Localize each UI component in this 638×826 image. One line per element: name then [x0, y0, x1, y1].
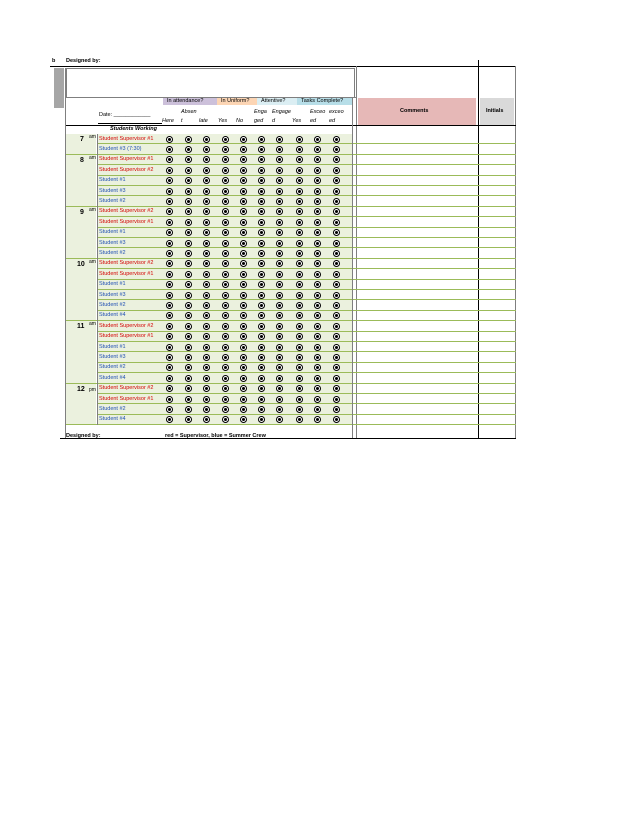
- header-bottom-rule: [66, 125, 516, 126]
- student-name: Student Supervisor #1: [99, 218, 154, 225]
- attendance-radio[interactable]: [276, 146, 283, 153]
- sub-header-line2: t: [181, 118, 183, 124]
- attendance-radio[interactable]: [222, 167, 229, 174]
- attendance-radio[interactable]: [203, 354, 210, 361]
- attendance-radio[interactable]: [185, 344, 192, 351]
- attendance-radio[interactable]: [276, 344, 283, 351]
- attendance-radio[interactable]: [258, 406, 265, 413]
- student-name: Student Supervisor #2: [99, 166, 154, 173]
- student-name: Student Supervisor #1: [99, 135, 154, 142]
- student-name: Student #3: [99, 187, 126, 194]
- student-name: Student #2: [99, 197, 126, 204]
- attendance-radio[interactable]: [185, 188, 192, 195]
- attendance-radio[interactable]: [222, 198, 229, 205]
- attendance-radio[interactable]: [185, 271, 192, 278]
- attendance-radio[interactable]: [333, 219, 340, 226]
- attendance-radio[interactable]: [240, 250, 247, 257]
- attendance-radio[interactable]: [203, 219, 210, 226]
- student-name: Student #1: [99, 177, 126, 184]
- attendance-radio[interactable]: [185, 323, 192, 330]
- attendance-radio[interactable]: [276, 188, 283, 195]
- attendance-radio[interactable]: [240, 198, 247, 205]
- sub-header-line2: ed: [329, 118, 336, 124]
- student-name: Student Supervisor #1: [99, 270, 154, 277]
- attendance-radio[interactable]: [258, 219, 265, 226]
- attendance-radio[interactable]: [314, 323, 321, 330]
- sub-header-line2: Here: [162, 118, 174, 124]
- group-header-label: Tasks Complete?: [301, 98, 344, 104]
- attendance-radio[interactable]: [166, 396, 173, 403]
- student-name: Student Supervisor #2: [99, 322, 154, 329]
- attendance-radio[interactable]: [185, 136, 192, 143]
- gray-banner: [54, 68, 64, 108]
- attendance-radio[interactable]: [276, 375, 283, 382]
- attendance-radio[interactable]: [203, 396, 210, 403]
- student-name: Student #4: [99, 416, 126, 423]
- attendance-radio[interactable]: [296, 198, 303, 205]
- attendance-radio[interactable]: [276, 396, 283, 403]
- corner-label: b: [52, 58, 56, 64]
- attendance-radio[interactable]: [166, 292, 173, 299]
- attendance-radio[interactable]: [166, 375, 173, 382]
- attendance-radio[interactable]: [166, 323, 173, 330]
- attendance-radio[interactable]: [333, 323, 340, 330]
- attendance-radio[interactable]: [166, 198, 173, 205]
- attendance-radio[interactable]: [258, 302, 265, 309]
- attendance-radio[interactable]: [222, 406, 229, 413]
- attendance-radio[interactable]: [296, 250, 303, 257]
- attendance-radio[interactable]: [185, 375, 192, 382]
- student-name: Student #1: [99, 343, 126, 350]
- attendance-radio[interactable]: [185, 167, 192, 174]
- attendance-radio[interactable]: [314, 136, 321, 143]
- attendance-radio[interactable]: [222, 240, 229, 247]
- attendance-radio[interactable]: [240, 375, 247, 382]
- designed-by-header: Designed by:: [66, 58, 101, 64]
- attendance-radio[interactable]: [333, 292, 340, 299]
- attendance-radio[interactable]: [258, 250, 265, 257]
- attendance-radio[interactable]: [240, 219, 247, 226]
- student-name: Student Supervisor #2: [99, 385, 154, 392]
- attendance-radio[interactable]: [314, 188, 321, 195]
- attendance-radio[interactable]: [333, 146, 340, 153]
- top-rule: [50, 66, 516, 67]
- bottom-rule: [60, 438, 516, 439]
- attendance-radio[interactable]: [222, 302, 229, 309]
- attendance-radio[interactable]: [333, 167, 340, 174]
- ampm-label: pm: [89, 386, 96, 393]
- attendance-radio[interactable]: [203, 271, 210, 278]
- attendance-radio[interactable]: [333, 396, 340, 403]
- group-header-label: Attentive?: [261, 98, 286, 104]
- hour-label: 8: [80, 156, 84, 164]
- attendance-radio[interactable]: [240, 302, 247, 309]
- attendance-radio[interactable]: [258, 375, 265, 382]
- attendance-radio[interactable]: [333, 354, 340, 361]
- attendance-radio[interactable]: [296, 375, 303, 382]
- attendance-radio[interactable]: [166, 219, 173, 226]
- attendance-radio[interactable]: [240, 271, 247, 278]
- attendance-radio[interactable]: [222, 146, 229, 153]
- attendance-radio[interactable]: [240, 323, 247, 330]
- attendance-radio[interactable]: [276, 198, 283, 205]
- student-name: Student Supervisor #1: [99, 156, 154, 163]
- attendance-radio[interactable]: [185, 354, 192, 361]
- hour-rule: [66, 424, 97, 425]
- attendance-radio[interactable]: [166, 344, 173, 351]
- attendance-radio[interactable]: [222, 375, 229, 382]
- attendance-radio[interactable]: [203, 292, 210, 299]
- attendance-radio[interactable]: [296, 136, 303, 143]
- attendance-radio[interactable]: [314, 167, 321, 174]
- sub-header-line2: ed: [310, 118, 317, 124]
- attendance-radio[interactable]: [166, 167, 173, 174]
- attendance-radio[interactable]: [296, 219, 303, 226]
- attendance-radio[interactable]: [333, 198, 340, 205]
- attendance-radio[interactable]: [276, 354, 283, 361]
- attendance-radio[interactable]: [166, 188, 173, 195]
- hour-label: 12: [77, 385, 85, 393]
- attendance-radio[interactable]: [258, 344, 265, 351]
- attendance-radio[interactable]: [203, 323, 210, 330]
- attendance-radio[interactable]: [222, 219, 229, 226]
- attendance-radio[interactable]: [314, 146, 321, 153]
- student-name: Student #2: [99, 364, 126, 371]
- attendance-radio[interactable]: [258, 323, 265, 330]
- attendance-radio[interactable]: [185, 396, 192, 403]
- attendance-radio[interactable]: [314, 198, 321, 205]
- attendance-radio[interactable]: [185, 240, 192, 247]
- attendance-radio[interactable]: [166, 302, 173, 309]
- attendance-radio[interactable]: [222, 250, 229, 257]
- attendance-radio[interactable]: [166, 250, 173, 257]
- sub-header-line1: Absen: [181, 109, 197, 115]
- student-name: Student Supervisor #1: [99, 395, 154, 402]
- attendance-radio[interactable]: [185, 406, 192, 413]
- attendance-radio[interactable]: [276, 136, 283, 143]
- attendance-radio[interactable]: [185, 250, 192, 257]
- hour-label: 9: [80, 208, 84, 216]
- hour-cell: [66, 321, 96, 382]
- student-name: Student Supervisor #1: [99, 333, 154, 340]
- student-name: Student #3: [99, 291, 126, 298]
- attendance-radio[interactable]: [333, 302, 340, 309]
- attendance-radio[interactable]: [296, 271, 303, 278]
- attendance-radio[interactable]: [185, 219, 192, 226]
- attendance-radio[interactable]: [296, 167, 303, 174]
- attendance-radio[interactable]: [203, 375, 210, 382]
- attendance-radio[interactable]: [314, 344, 321, 351]
- attendance-radio[interactable]: [203, 167, 210, 174]
- attendance-radio[interactable]: [166, 271, 173, 278]
- attendance-radio[interactable]: [258, 240, 265, 247]
- attendance-radio[interactable]: [314, 219, 321, 226]
- student-name: Student Supervisor #2: [99, 260, 154, 267]
- attendance-radio[interactable]: [203, 344, 210, 351]
- sub-header-line2: Yes: [218, 118, 228, 124]
- attendance-radio[interactable]: [258, 271, 265, 278]
- attendance-radio[interactable]: [296, 146, 303, 153]
- row-rule: [97, 424, 516, 425]
- attendance-radio[interactable]: [276, 167, 283, 174]
- attendance-radio[interactable]: [276, 323, 283, 330]
- attendance-radio[interactable]: [276, 292, 283, 299]
- attendance-radio[interactable]: [333, 250, 340, 257]
- title-block: [66, 68, 355, 98]
- attendance-radio[interactable]: [166, 146, 173, 153]
- attendance-radio[interactable]: [240, 406, 247, 413]
- attendance-radio[interactable]: [240, 344, 247, 351]
- attendance-radio[interactable]: [276, 302, 283, 309]
- attendance-radio[interactable]: [314, 375, 321, 382]
- attendance-radio[interactable]: [276, 271, 283, 278]
- attendance-radio[interactable]: [296, 354, 303, 361]
- attendance-radio[interactable]: [258, 146, 265, 153]
- attendance-radio[interactable]: [222, 396, 229, 403]
- left-border: [65, 68, 66, 438]
- student-name: Student #3: [99, 353, 126, 360]
- attendance-radio[interactable]: [296, 406, 303, 413]
- legend-text: red = Supervisor, blue = Summer Crew: [165, 433, 266, 439]
- attendance-radio[interactable]: [240, 188, 247, 195]
- attendance-radio[interactable]: [296, 344, 303, 351]
- student-name: Student #2: [99, 301, 126, 308]
- attendance-radio[interactable]: [240, 396, 247, 403]
- student-name: Student #4: [99, 374, 126, 381]
- attendance-radio[interactable]: [240, 292, 247, 299]
- attendance-radio[interactable]: [166, 354, 173, 361]
- attendance-radio[interactable]: [296, 292, 303, 299]
- hour-label: 10: [77, 260, 85, 268]
- attendance-radio[interactable]: [185, 302, 192, 309]
- sub-header-line2: late: [199, 118, 208, 124]
- attendance-radio[interactable]: [276, 219, 283, 226]
- attendance-radio[interactable]: [296, 302, 303, 309]
- footer-designed-by: Designed by:: [66, 433, 101, 439]
- attendance-radio[interactable]: [222, 344, 229, 351]
- attendance-radio[interactable]: [203, 198, 210, 205]
- attendance-radio[interactable]: [314, 396, 321, 403]
- attendance-radio[interactable]: [258, 396, 265, 403]
- attendance-radio[interactable]: [240, 354, 247, 361]
- attendance-radio[interactable]: [333, 136, 340, 143]
- sub-header-line1: Engage: [272, 109, 291, 115]
- students-working-label: Students Working: [110, 126, 157, 132]
- hour-label: 11: [77, 323, 85, 331]
- attendance-radio[interactable]: [258, 198, 265, 205]
- ampm-label: am: [89, 154, 96, 161]
- attendance-radio[interactable]: [166, 406, 173, 413]
- group-header-label: In attendance?: [167, 98, 204, 104]
- sub-header-line1: Enga: [254, 109, 267, 115]
- attendance-radio[interactable]: [296, 396, 303, 403]
- attendance-radio[interactable]: [258, 136, 265, 143]
- group-header-label: In Uniform?: [221, 98, 250, 104]
- attendance-radio[interactable]: [203, 240, 210, 247]
- attendance-radio[interactable]: [296, 323, 303, 330]
- student-name: Student #2: [99, 249, 126, 256]
- header-rule: [66, 97, 356, 98]
- sub-header-line1: Exceo: [310, 109, 326, 115]
- grid-right-border: [352, 98, 353, 438]
- attendance-radio[interactable]: [240, 167, 247, 174]
- attendance-radio[interactable]: [185, 146, 192, 153]
- student-name: Student #1: [99, 229, 126, 236]
- attendance-radio[interactable]: [333, 271, 340, 278]
- attendance-radio[interactable]: [314, 240, 321, 247]
- attendance-radio[interactable]: [333, 188, 340, 195]
- initials-header: Initials: [486, 108, 504, 114]
- attendance-radio[interactable]: [203, 406, 210, 413]
- comments-header: Comments: [400, 108, 429, 114]
- hour-cell: [66, 259, 96, 320]
- sub-header-line2: d: [272, 118, 276, 124]
- hour-divider: [97, 134, 98, 425]
- attendance-radio[interactable]: [296, 188, 303, 195]
- ampm-label: am: [89, 258, 96, 265]
- date-field-label: Date: ____________: [99, 112, 151, 118]
- date-underline: [98, 123, 162, 124]
- attendance-radio[interactable]: [240, 146, 247, 153]
- attendance-radio[interactable]: [314, 271, 321, 278]
- initials-left-border: [478, 60, 479, 438]
- attendance-radio[interactable]: [203, 302, 210, 309]
- hour-label: 7: [80, 136, 84, 143]
- student-name: Student #3: [99, 239, 126, 246]
- attendance-radio[interactable]: [314, 250, 321, 257]
- attendance-radio[interactable]: [185, 292, 192, 299]
- sub-header-line2: ged: [254, 118, 264, 124]
- attendance-radio[interactable]: [314, 354, 321, 361]
- attendance-radio[interactable]: [314, 406, 321, 413]
- student-name: Student #1: [99, 281, 126, 288]
- attendance-radio[interactable]: [166, 240, 173, 247]
- attendance-radio[interactable]: [258, 354, 265, 361]
- student-name: Student #4: [99, 312, 126, 319]
- attendance-radio[interactable]: [276, 240, 283, 247]
- ampm-label: am: [89, 134, 96, 140]
- attendance-radio[interactable]: [222, 292, 229, 299]
- attendance-radio[interactable]: [240, 136, 247, 143]
- attendance-radio[interactable]: [258, 167, 265, 174]
- attendance-radio[interactable]: [276, 406, 283, 413]
- attendance-radio[interactable]: [203, 188, 210, 195]
- sub-header-line2: Yes: [292, 118, 302, 124]
- attendance-radio[interactable]: [185, 198, 192, 205]
- student-name: Student Supervisor #2: [99, 208, 154, 215]
- attendance-radio[interactable]: [222, 323, 229, 330]
- attendance-radio[interactable]: [314, 302, 321, 309]
- attendance-radio[interactable]: [314, 292, 321, 299]
- attendance-radio[interactable]: [222, 136, 229, 143]
- attendance-radio[interactable]: [333, 344, 340, 351]
- attendance-radio[interactable]: [333, 406, 340, 413]
- attendance-radio[interactable]: [258, 188, 265, 195]
- attendance-radio[interactable]: [296, 240, 303, 247]
- ampm-label: am: [89, 321, 96, 328]
- attendance-radio[interactable]: [222, 188, 229, 195]
- attendance-radio[interactable]: [333, 240, 340, 247]
- attendance-radio[interactable]: [203, 136, 210, 143]
- attendance-radio[interactable]: [333, 375, 340, 382]
- sub-header-line2: No: [236, 118, 244, 124]
- attendance-radio[interactable]: [276, 250, 283, 257]
- attendance-radio[interactable]: [203, 146, 210, 153]
- ampm-label: am: [89, 206, 96, 213]
- attendance-radio[interactable]: [222, 354, 229, 361]
- attendance-radio[interactable]: [166, 136, 173, 143]
- attendance-radio[interactable]: [258, 292, 265, 299]
- attendance-radio[interactable]: [240, 240, 247, 247]
- student-name: Student #2: [99, 405, 126, 412]
- student-name: Student #3 (7:30): [99, 145, 142, 152]
- sub-header-line1: exceo: [329, 109, 344, 115]
- attendance-radio[interactable]: [203, 250, 210, 257]
- attendance-radio[interactable]: [222, 271, 229, 278]
